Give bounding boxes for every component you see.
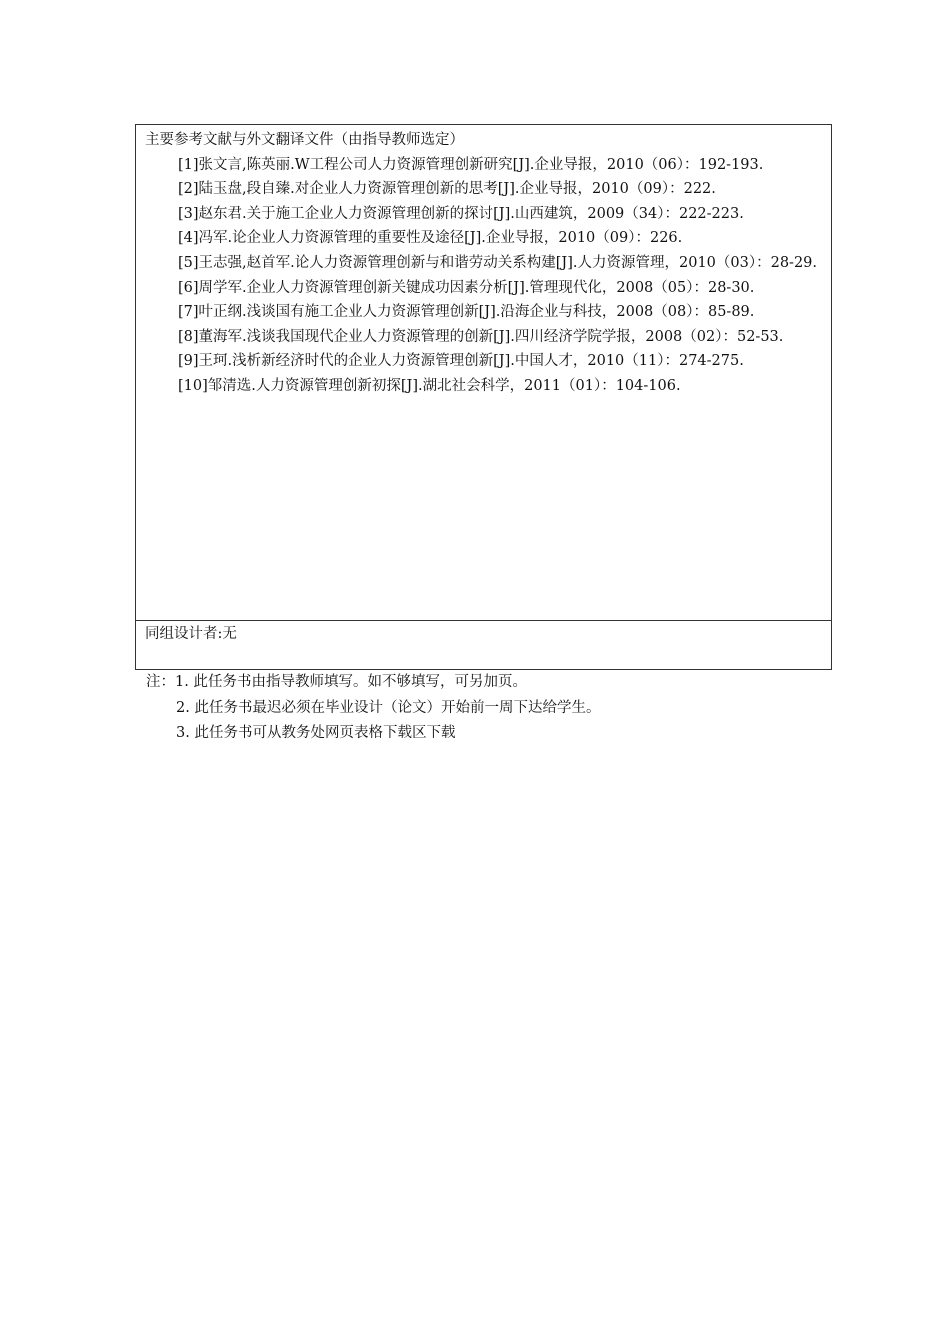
reference-item-10: [10]邹清选.人力资源管理创新初探[J].湖北社会科学，2011（01）：104-106. — [178, 377, 681, 394]
reference-item-9: [9]王珂.浅析新经济时代的企业人力资源管理创新[J].中国人才，2010（11）：274-275. — [178, 353, 744, 370]
reference-item-1: [1]张文言,陈英丽.W工程公司人力资源管理创新研究[J].企业导报，2010（06）：192-193. — [178, 156, 764, 173]
references-heading: 主要参考文献与外文翻译文件（由指导教师选定） — [145, 132, 464, 148]
reference-item-6: [6]周学军.企业人力资源管理创新关键成功因素分析[J].管理现代化，2008（05）：28-30. — [178, 279, 755, 296]
reference-item-8: [8]董海军.浅谈我国现代企业人力资源管理的创新[J].四川经济学院学报，2008（02）：52-53. — [178, 328, 784, 345]
group-designer-label: 同组设计者:无 — [145, 626, 237, 642]
note-line-1: 注：1. 此任务书由指导教师填写。如不够填写，可另加页。 — [146, 674, 527, 690]
note-line-2: 2. 此任务书最迟必须在毕业设计（论文）开始前一周下达给学生。 — [176, 699, 601, 716]
notes-section — [146, 670, 836, 747]
reference-item-5: [5]王志强,赵首军.论人力资源管理创新与和谐劳动关系构建[J].人力资源管理，2010（03）：28-29. — [178, 254, 818, 271]
group-designer-cell — [136, 621, 831, 669]
reference-item-7: [7]叶正纲.浅谈国有施工企业人力资源管理创新[J].沿海企业与科技，2008（08）：85-89. — [178, 304, 755, 321]
references-cell — [136, 125, 831, 621]
task-form-table — [135, 124, 832, 670]
reference-item-3: [3]赵东君.关于施工企业人力资源管理创新的探讨[J].山西建筑，2009（34）：222-223. — [178, 205, 744, 222]
note-line-3: 3. 此任务书可从教务处网页表格下载区下载 — [176, 725, 456, 742]
reference-item-4: [4]冯军.论企业人力资源管理的重要性及途径[J].企业导报，2010（09）：226. — [178, 230, 683, 247]
reference-list — [145, 153, 821, 399]
reference-item-2: [2]陆玉盘,段自臻.对企业人力资源管理创新的思考[J].企业导报，2010（09）：222. — [178, 181, 716, 198]
